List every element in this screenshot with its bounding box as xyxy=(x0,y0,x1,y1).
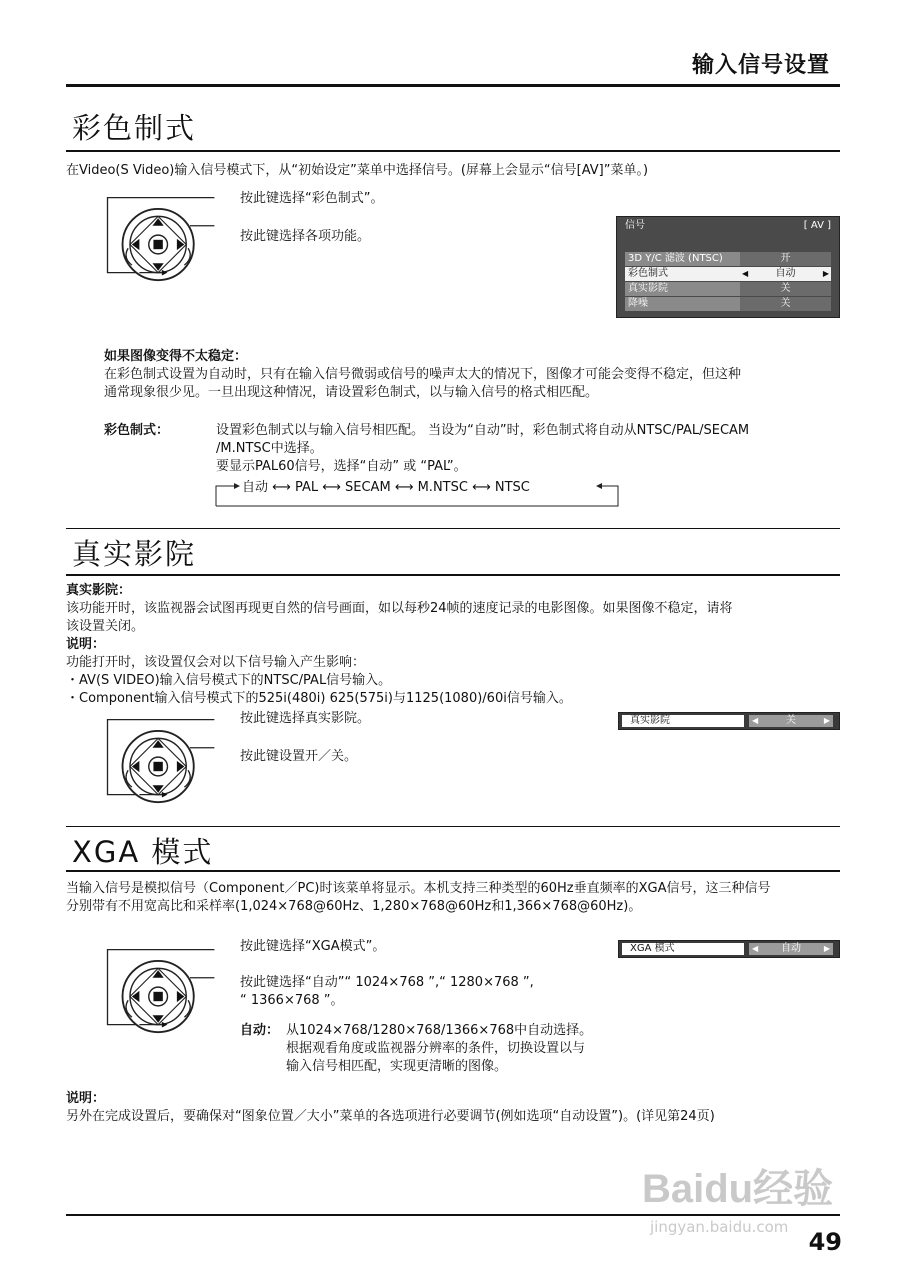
section-title-color-system: 彩色制式 xyxy=(72,111,197,145)
cycle-item: M.NTSC xyxy=(417,480,468,495)
osd-row-label: 降噪 xyxy=(625,297,740,311)
osd-row-value: 自动 xyxy=(775,268,796,279)
hint-set-cinema: 按此键设置开／关。 xyxy=(240,749,358,764)
left-triangle-icon: ◀ xyxy=(752,944,759,953)
osd-signal-menu xyxy=(616,216,840,318)
section-top-rule xyxy=(66,826,840,827)
osd-row[interactable] xyxy=(625,297,831,311)
cycle-item: 自动 xyxy=(242,480,269,495)
xga-intro-line: 分别带有不用宽高比和采样率(1,024×768@60Hz、1,280×768@60Hz和1,366×768@60Hz)。 xyxy=(66,899,642,914)
remote-pad-diagram xyxy=(100,944,220,1034)
osd-row-value: 关 xyxy=(740,282,831,296)
hint-select-cinema: 按此键选择真实影院。 xyxy=(240,711,371,726)
section-rule xyxy=(66,150,840,152)
cycle-item: PAL xyxy=(294,480,319,495)
page-header-title: 输入信号设置 xyxy=(691,53,830,78)
cycle-item: SECAM xyxy=(345,480,391,495)
left-triangle-icon: ◀ xyxy=(742,269,749,278)
enter-button-icon xyxy=(153,240,162,249)
osd-tag: [ AV ] xyxy=(803,220,831,231)
unstable-text-line: 在彩色制式设置为自动时，只有在输入信号微弱或信号的噪声太大的情况下，图像才可能会变得不稳定，但这种 xyxy=(104,367,742,382)
cinema-note-label: 说明： xyxy=(66,637,106,652)
header-rule xyxy=(66,84,840,87)
color-system-intro: 在Video(S Video)输入信号模式下，从“初始设定”菜单中选择信号。(屏幕上会显示“信号[AV]”菜单。) xyxy=(66,163,649,178)
hint-select-functions: 按此键选择各项功能。 xyxy=(240,229,371,244)
xga-auto-line: 输入信号相匹配，实现更清晰的图像。 xyxy=(286,1059,508,1074)
remote-pad-diagram xyxy=(100,714,220,804)
xga-intro-line: 当输入信号是模拟信号（Component／PC)时该菜单将显示。本机支持三种类型的60Hz垂直频率的XGA信号，这三种信号 xyxy=(66,881,771,896)
osd-row-value: 开 xyxy=(740,252,831,266)
unstable-text-line: 通常现象很少见。一旦出现这种情况，请设置彩色制式，以与输入信号的格式相匹配。 xyxy=(104,385,599,400)
hint-xga-options-line: “ 1366×768 ”。 xyxy=(240,993,344,1008)
osd-row[interactable] xyxy=(625,252,831,266)
osd-row-value: 关 xyxy=(740,297,831,311)
right-triangle-icon: ▶ xyxy=(823,944,830,953)
xga-auto-line: 从1024×768/1280×768/1366×768中自动选择。 xyxy=(286,1023,593,1038)
double-arrow-icon: ⟷ xyxy=(322,480,341,495)
cinema-label: 真实影院： xyxy=(66,583,132,598)
xga-bar-value: 自动 xyxy=(781,943,801,954)
section-title-xga: XGA 模式 xyxy=(72,835,214,869)
hint-select-color-system: 按此键选择“彩色制式”。 xyxy=(240,191,384,206)
left-triangle-icon: ◀ xyxy=(752,716,759,725)
footer-rule xyxy=(66,1214,840,1216)
right-triangle-icon: ▶ xyxy=(822,269,829,278)
cycle-item: NTSC xyxy=(494,480,530,495)
osd-row-label: 真实影院 xyxy=(625,282,740,296)
osd-row-label: 彩色制式 xyxy=(625,267,740,281)
osd-row-label: 3D Y/C 滤波 (NTSC) xyxy=(625,252,740,266)
watermark-brand: Baidu经验 xyxy=(642,1167,834,1211)
xga-auto-line: 根据观看角度或监视器分辨率的条件，切换设置以与 xyxy=(286,1041,586,1056)
section-top-rule xyxy=(66,528,840,529)
hint-xga-options-line: 按此键选择“自动”“ 1024×768 ”,“ 1280×768 ”, xyxy=(240,975,534,990)
right-triangle-icon: ▶ xyxy=(823,716,830,725)
cinema-note-line: 功能打开时，该设置仅会对以下信号输入产生影响： xyxy=(66,655,366,670)
cinema-bar-label: 真实影院 xyxy=(622,715,744,727)
xga-auto-label: 自动： xyxy=(240,1023,280,1038)
xga-bar-label: XGA 模式 xyxy=(622,943,744,955)
xga-note-label: 说明： xyxy=(66,1091,106,1106)
unstable-heading: 如果图像变得不太稳定： xyxy=(104,349,248,364)
cinema-bar-value: 关 xyxy=(786,715,796,726)
watermark-url: jingyan.baidu.com xyxy=(650,1218,789,1236)
osd-title: 信号 xyxy=(625,220,645,231)
color-system-def-label: 彩色制式： xyxy=(104,423,170,438)
xga-menu-bar[interactable] xyxy=(618,940,840,958)
double-arrow-icon: ⟷ xyxy=(394,480,414,495)
enter-button-icon xyxy=(153,992,162,1001)
section-title-cinema: 真实影院 xyxy=(72,537,197,571)
enter-button-icon xyxy=(153,762,162,771)
color-system-def-line: 设置彩色制式以与输入信号相匹配。 当设为“自动”时，彩色制式将自动从NTSC/PAL/SECAM xyxy=(216,423,750,438)
section-rule xyxy=(66,574,840,576)
cinema-menu-bar[interactable] xyxy=(618,712,840,730)
xga-note-line: 另外在完成设置后，要确保对“图象位置／大小”菜单的各选项进行必要调节(例如选项“自动设置”)。(详见第24页) xyxy=(66,1109,715,1124)
color-system-def-line: /M.NTSC中选择。 xyxy=(216,441,323,456)
double-arrow-icon: ⟷ xyxy=(472,480,491,495)
cinema-bullet: ・AV(S VIDEO)输入信号模式下的NTSC/PAL信号输入。 xyxy=(66,673,392,688)
osd-row-selected[interactable] xyxy=(625,267,831,281)
cinema-desc-line: 该设置关闭。 xyxy=(66,619,145,634)
double-arrow-icon: ⟷ xyxy=(272,480,291,495)
cinema-desc-line: 该功能开时，该监视器会试图再现更自然的信号画面，如以每秒24帧的速度记录的电影图像。如果图像不稳定，请将 xyxy=(66,601,733,616)
page-number: 49 xyxy=(808,1228,842,1256)
osd-row[interactable] xyxy=(625,282,831,296)
section-rule xyxy=(66,870,840,872)
remote-pad-diagram xyxy=(100,192,220,282)
hint-select-xga: 按此键选择“XGA模式”。 xyxy=(240,939,386,954)
color-system-def-line: 要显示PAL60信号，选择“自动” 或 “PAL”。 xyxy=(216,459,467,474)
cinema-bullet: ・Component输入信号模式下的525i(480i) 625(575i)与1125(1080)/60i信号输入。 xyxy=(66,691,572,706)
